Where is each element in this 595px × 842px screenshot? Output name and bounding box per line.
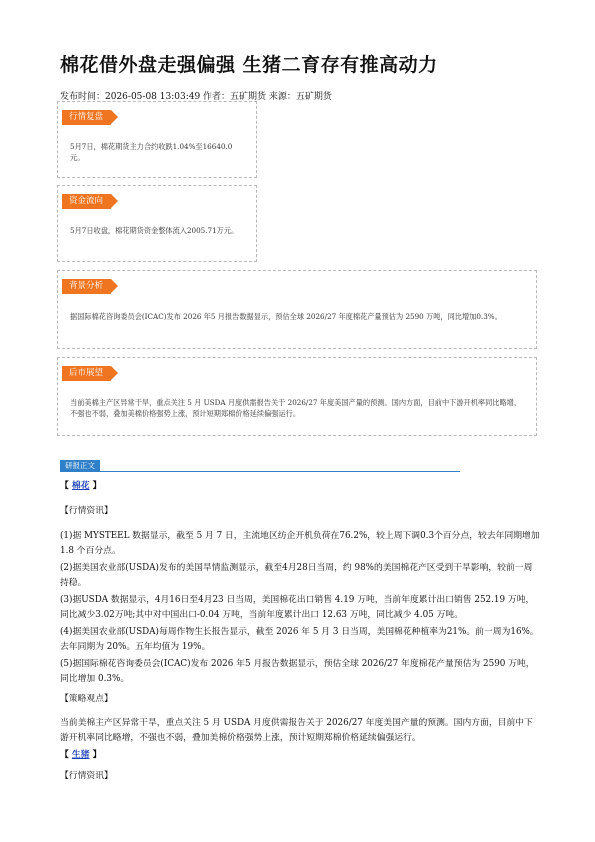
page-title: 棉花借外盘走强偏强 生猪二育存有推高动力 bbox=[60, 54, 438, 76]
news-header: 【行情资讯】 bbox=[60, 506, 113, 516]
news-item: (3)据USDA 数据显示，4月16日至4月23 日当周，美国棉花出口销售 4.19 万吨，当前年度累计出口销售 252.19 万吨，同比减少3.02万吨;其中对中国出口-0.04 万吨，当前年度累计出口 12.63 万吨，同比减少 4.05 万吨。 bbox=[60, 595, 535, 620]
capital-flow-box bbox=[57, 185, 257, 262]
outlook-box bbox=[57, 357, 537, 436]
cotton-link[interactable]: 棉花 bbox=[71, 481, 90, 491]
strategy-header: 【策略观点】 bbox=[60, 694, 113, 704]
box-text: 5月7日收盘，棉花期货资金整体流入2005.71万元。 bbox=[70, 226, 239, 235]
section-divider bbox=[98, 471, 460, 472]
box-text: 5月7日，棉花期货主力合约收跌1.04%至16640.0元。 bbox=[70, 142, 233, 162]
bracket-close: 】 bbox=[92, 750, 102, 760]
hog-heading bbox=[60, 748, 540, 763]
cotton-heading bbox=[60, 479, 540, 494]
market-review-box bbox=[57, 101, 257, 178]
news-header-2: 【行情资讯】 bbox=[60, 771, 113, 781]
box-tag: 行情复盘 bbox=[62, 110, 111, 125]
section-header bbox=[60, 460, 460, 472]
box-text: 据国际棉花咨询委员会(ICAC)发布 2026 年5 月报告数据显示，预估全球 2026/27 年度棉花产量预估为 2590 万吨，同比增加0.3%。 bbox=[70, 312, 502, 321]
bracket-open: 【 bbox=[60, 481, 69, 491]
box-tag: 资金流向 bbox=[62, 194, 111, 209]
section-label: 研报正文 bbox=[60, 460, 100, 472]
hog-link[interactable]: 生猪 bbox=[71, 750, 90, 760]
news-item: (4)据美国农业部(USDA)每周作物生长报告显示，截至 2026 年 5 月 3 日当周，美国棉花种植率为21%。前一周为16%。去年同期为 20%。五年均值为 19%。 bbox=[60, 627, 539, 652]
box-text: 当前美棉主产区异常干旱，重点关注 5 月 USDA 月度供需报告关于 2026/27 年度美国产量的预测。国内方面，目前中下游开机率同比略增，不强也不弱，叠加美棉价格强势上涨，预计短期郑棉价格延续偏强运行。 bbox=[70, 398, 522, 418]
background-box bbox=[57, 270, 537, 349]
news-item: (1)据 MYSTEEL 数据显示，截至 5 月 7 日，主流地区纺企开机负荷在76.2%，较上周下调0.3个百分点，较去年同期增加 1.8 个百分点。 bbox=[60, 531, 540, 556]
box-tag: 背景分析 bbox=[62, 279, 111, 294]
article-meta: 发布时间：2026-05-08 13:03:49 作者：五矿期货 来源：五矿期货 bbox=[60, 92, 332, 102]
strategy-text: 当前美棉主产区异常干旱，重点关注 5 月 USDA 月度供需报告关于 2026/27 年度美国产量的预测。国内方面，目前中下游开机率同比略增，不强也不弱，叠加美棉价格强势上涨，预计短期郑棉价格延续偏强运行。 bbox=[60, 718, 533, 743]
bracket-close: 】 bbox=[92, 481, 102, 491]
box-tag: 后市展望 bbox=[62, 366, 111, 381]
news-item: (5)据国际棉花咨询委员会(ICAC)发布 2026 年5 月报告数据显示，预估全球 2026/27 年度棉花产量预估为 2590 万吨，同比增加 0.3%。 bbox=[60, 659, 535, 684]
news-item: (2)据美国农业部(USDA)发布的美国旱情监测显示，截至4月28日当周，约 98%的美国棉花产区受到干旱影响，较前一周持稳。 bbox=[60, 563, 533, 588]
bracket-open: 【 bbox=[60, 750, 69, 760]
